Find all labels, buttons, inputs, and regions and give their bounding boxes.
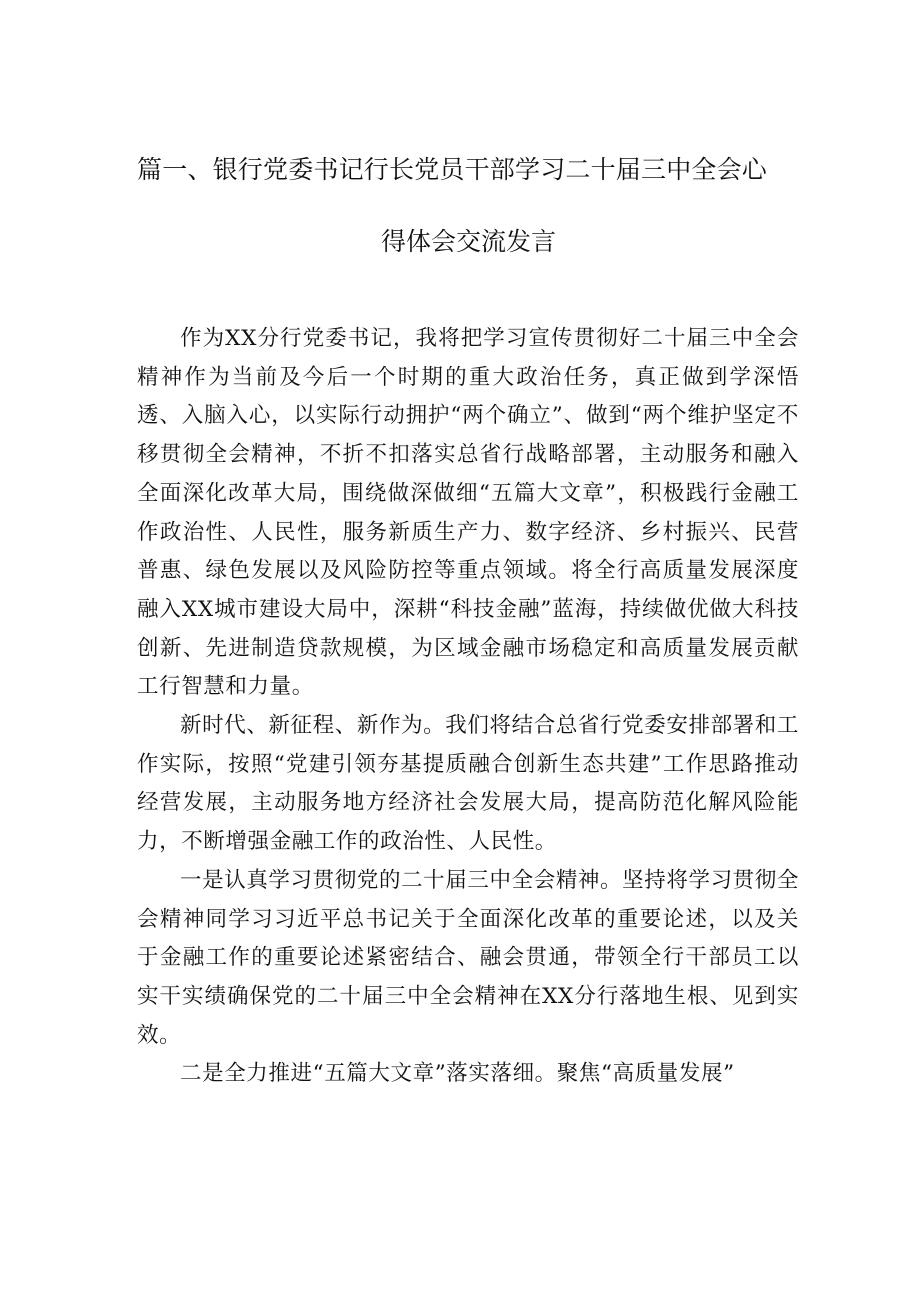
paragraph-4: 二是全力推进“五篇大文章”落实落细。聚焦“高质量发展” xyxy=(180,1061,735,1087)
paragraph-3: 一是认真学习贯彻党的二十届三中全会精神。坚持将学习贯彻全会精神同学习习近平总书记关于全面深化改革的重要论述，以及关于金融工作的重要论述紧密结合、融会贯通，带领全行干部员工以实干实绩确保党的二十届三中全会精神在XX分行落地生根、见到实效。 xyxy=(137,867,799,1048)
document-title-line-2: 得体会交流发言 xyxy=(381,227,557,256)
paragraph-2: 新时代、新征程、新作为。我们将结合总省行党委安排部署和工作实际，按照“党建引领夯基提质融合创新生态共建”工作思路推动经营发展，主动服务地方经济社会发展大局，提高防范化解风险能力，不断增强金融工作的政治性、人民性。 xyxy=(137,713,799,855)
document-title-line-1: 篇一、银行党委书记行长党员干部学习二十届三中全会心 xyxy=(137,155,768,184)
paragraph-1: 作为XX分行党委书记，我将把学习宣传贯彻好二十届三中全会精神作为当前及今后一个时期的重大政治任务，真正做到学深悟透、入脑入心，以实际行动拥护“两个确立”、做到“两个维护坚定不移贯彻全会精神，不折不扣落实总省行战略部署，主动服务和融入全面深化改革大局，围绕做深做细“五篇大文章”，积极践行金融工作政治性、人民性，服务新质生产力、数字经济、乡村振兴、民营普惠、绿色发展以及风险防控等重点领域。将全行高质量发展深度融入XX城市建设大局中，深耕“科技金融”蓝海，持续做优做大科技创新、先进制造贷款规模，为区域金融市场稳定和高质量发展贡献工行智慧和力量。 xyxy=(137,326,799,700)
document-body xyxy=(137,320,799,1094)
